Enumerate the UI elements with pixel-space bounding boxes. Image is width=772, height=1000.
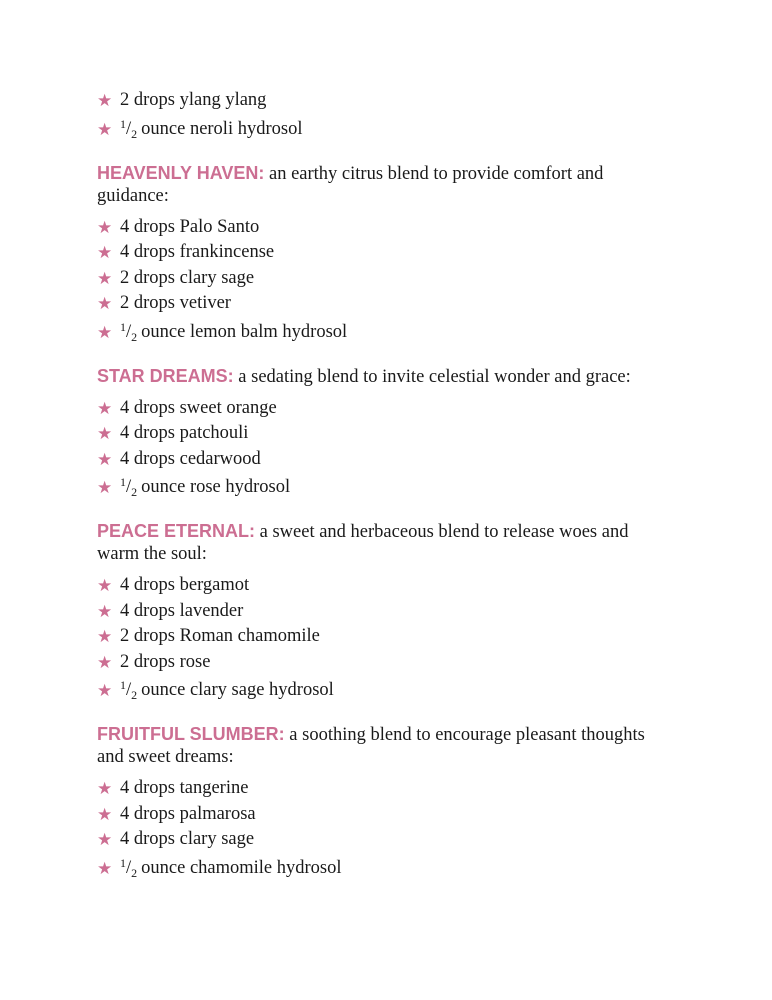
ingredient-text: 4 drops bergamot xyxy=(120,575,250,595)
star-icon: ★ xyxy=(97,681,113,701)
ingredient-text: 4 drops patchouli xyxy=(120,423,249,443)
fraction-numerator: 1 xyxy=(120,319,126,334)
star-icon: ★ xyxy=(97,449,113,470)
fraction-numerator: 1 xyxy=(120,475,126,489)
blend-name: FRUITFUL SLUMBER: xyxy=(97,724,285,744)
ingredient-text: ounce chamomile hydrosol xyxy=(141,857,342,878)
star-icon: ★ xyxy=(97,322,113,343)
ingredient-text: 4 drops sweet orange xyxy=(120,397,277,418)
star-icon: ★ xyxy=(97,627,113,647)
ingredient-item xyxy=(97,776,677,802)
ingredient-text: 2 drops rose xyxy=(120,651,211,672)
fraction-numerator: 1 xyxy=(120,855,126,870)
ingredient-item xyxy=(97,853,677,883)
ingredient-item xyxy=(97,599,677,625)
fraction-quantity xyxy=(120,114,137,144)
blend-heading xyxy=(97,162,667,207)
star-icon: ★ xyxy=(97,424,113,444)
ingredient-text: 4 drops palmarosa xyxy=(120,803,256,824)
blend-name: HEAVENLY HAVEN: xyxy=(97,162,265,183)
ingredient-text: 4 drops lavender xyxy=(120,600,244,621)
blend-section xyxy=(97,162,677,347)
star-icon: ★ xyxy=(97,779,113,799)
fraction-denominator: 2 xyxy=(131,865,138,880)
star-icon: ★ xyxy=(97,91,113,111)
ingredient-item xyxy=(97,421,677,447)
blend-description: a soothing blend to encourage pleasant thoughts and sweet dreams: xyxy=(97,725,645,767)
ingredient-item xyxy=(97,573,677,599)
fraction-quantity xyxy=(120,853,137,883)
ingredient-text: ounce rose hydrosol xyxy=(141,477,291,497)
ingredient-item xyxy=(97,624,677,650)
blend-list xyxy=(97,162,677,883)
ingredient-text: 4 drops tangerine xyxy=(120,778,249,798)
ingredient-list xyxy=(97,776,677,883)
blend-name: PEACE ETERNAL: xyxy=(97,521,256,541)
star-icon: ★ xyxy=(97,478,113,498)
ingredient-item xyxy=(97,317,677,347)
intro-ingredient-list xyxy=(97,88,677,144)
star-icon: ★ xyxy=(97,652,113,673)
star-icon: ★ xyxy=(97,119,113,140)
blend-description: an earthy citrus blend to provide comfort and guidance: xyxy=(97,163,604,206)
fraction-denominator: 2 xyxy=(131,485,138,499)
blend-description: a sweet and herbaceous blend to release woes and warm the soul: xyxy=(97,522,629,564)
ingredient-text: 4 drops Palo Santo xyxy=(120,216,260,237)
ingredient-list xyxy=(97,215,677,347)
ingredient-item xyxy=(97,447,677,473)
star-icon: ★ xyxy=(97,217,113,238)
ingredient-text: ounce clary sage hydrosol xyxy=(141,680,334,700)
ingredient-item xyxy=(97,240,677,266)
ingredient-item xyxy=(97,650,677,676)
ingredient-text: ounce lemon balm hydrosol xyxy=(141,321,348,342)
blend-heading xyxy=(97,723,667,768)
fraction-quantity xyxy=(120,675,137,705)
blend-name: STAR DREAMS: xyxy=(97,365,234,386)
ingredient-item xyxy=(97,396,677,422)
star-icon: ★ xyxy=(97,858,113,879)
blend-heading xyxy=(97,365,667,388)
fraction-slash: / xyxy=(126,680,132,700)
fraction-numerator: 1 xyxy=(120,116,126,131)
ingredient-item xyxy=(97,88,677,114)
ingredient-text: 4 drops clary sage xyxy=(120,829,255,849)
fraction-denominator: 2 xyxy=(131,688,138,702)
ingredient-text: ounce neroli hydrosol xyxy=(141,118,303,139)
ingredient-item xyxy=(97,472,677,502)
ingredient-item xyxy=(97,827,677,853)
blend-section xyxy=(97,723,677,883)
ingredient-list xyxy=(97,573,677,705)
blend-section xyxy=(97,520,677,705)
star-icon: ★ xyxy=(97,268,113,289)
ingredient-text: 2 drops ylang ylang xyxy=(120,90,267,110)
star-icon: ★ xyxy=(97,804,113,825)
star-icon: ★ xyxy=(97,830,113,850)
fraction-slash: / xyxy=(126,321,132,342)
ingredient-text: 2 drops Roman chamomile xyxy=(120,626,320,646)
ingredient-text: 4 drops frankincense xyxy=(120,242,275,262)
fraction-denominator: 2 xyxy=(131,329,138,344)
ingredient-text: 4 drops cedarwood xyxy=(120,448,261,469)
ingredient-item xyxy=(97,266,677,292)
star-icon: ★ xyxy=(97,243,113,263)
ingredient-item xyxy=(97,802,677,828)
ingredient-item xyxy=(97,675,677,705)
fraction-slash: / xyxy=(126,118,132,139)
star-icon: ★ xyxy=(97,398,113,419)
blend-section xyxy=(97,365,677,503)
ingredient-item xyxy=(97,291,677,317)
fraction-numerator: 1 xyxy=(120,678,126,692)
star-icon: ★ xyxy=(97,601,113,622)
fraction-slash: / xyxy=(126,477,132,497)
blend-heading xyxy=(97,520,667,565)
ingredient-text: 2 drops vetiver xyxy=(120,293,231,313)
star-icon: ★ xyxy=(97,576,113,596)
fraction-denominator: 2 xyxy=(131,126,138,141)
document-page xyxy=(97,88,677,883)
fraction-quantity xyxy=(120,317,137,347)
star-icon: ★ xyxy=(97,294,113,314)
ingredient-text: 2 drops clary sage xyxy=(120,267,255,288)
ingredient-list xyxy=(97,396,677,503)
fraction-slash: / xyxy=(126,857,132,878)
blend-description: a sedating blend to invite celestial wonder and grace: xyxy=(238,366,631,387)
fraction-quantity xyxy=(120,472,137,502)
ingredient-item xyxy=(97,215,677,241)
ingredient-item xyxy=(97,114,677,144)
